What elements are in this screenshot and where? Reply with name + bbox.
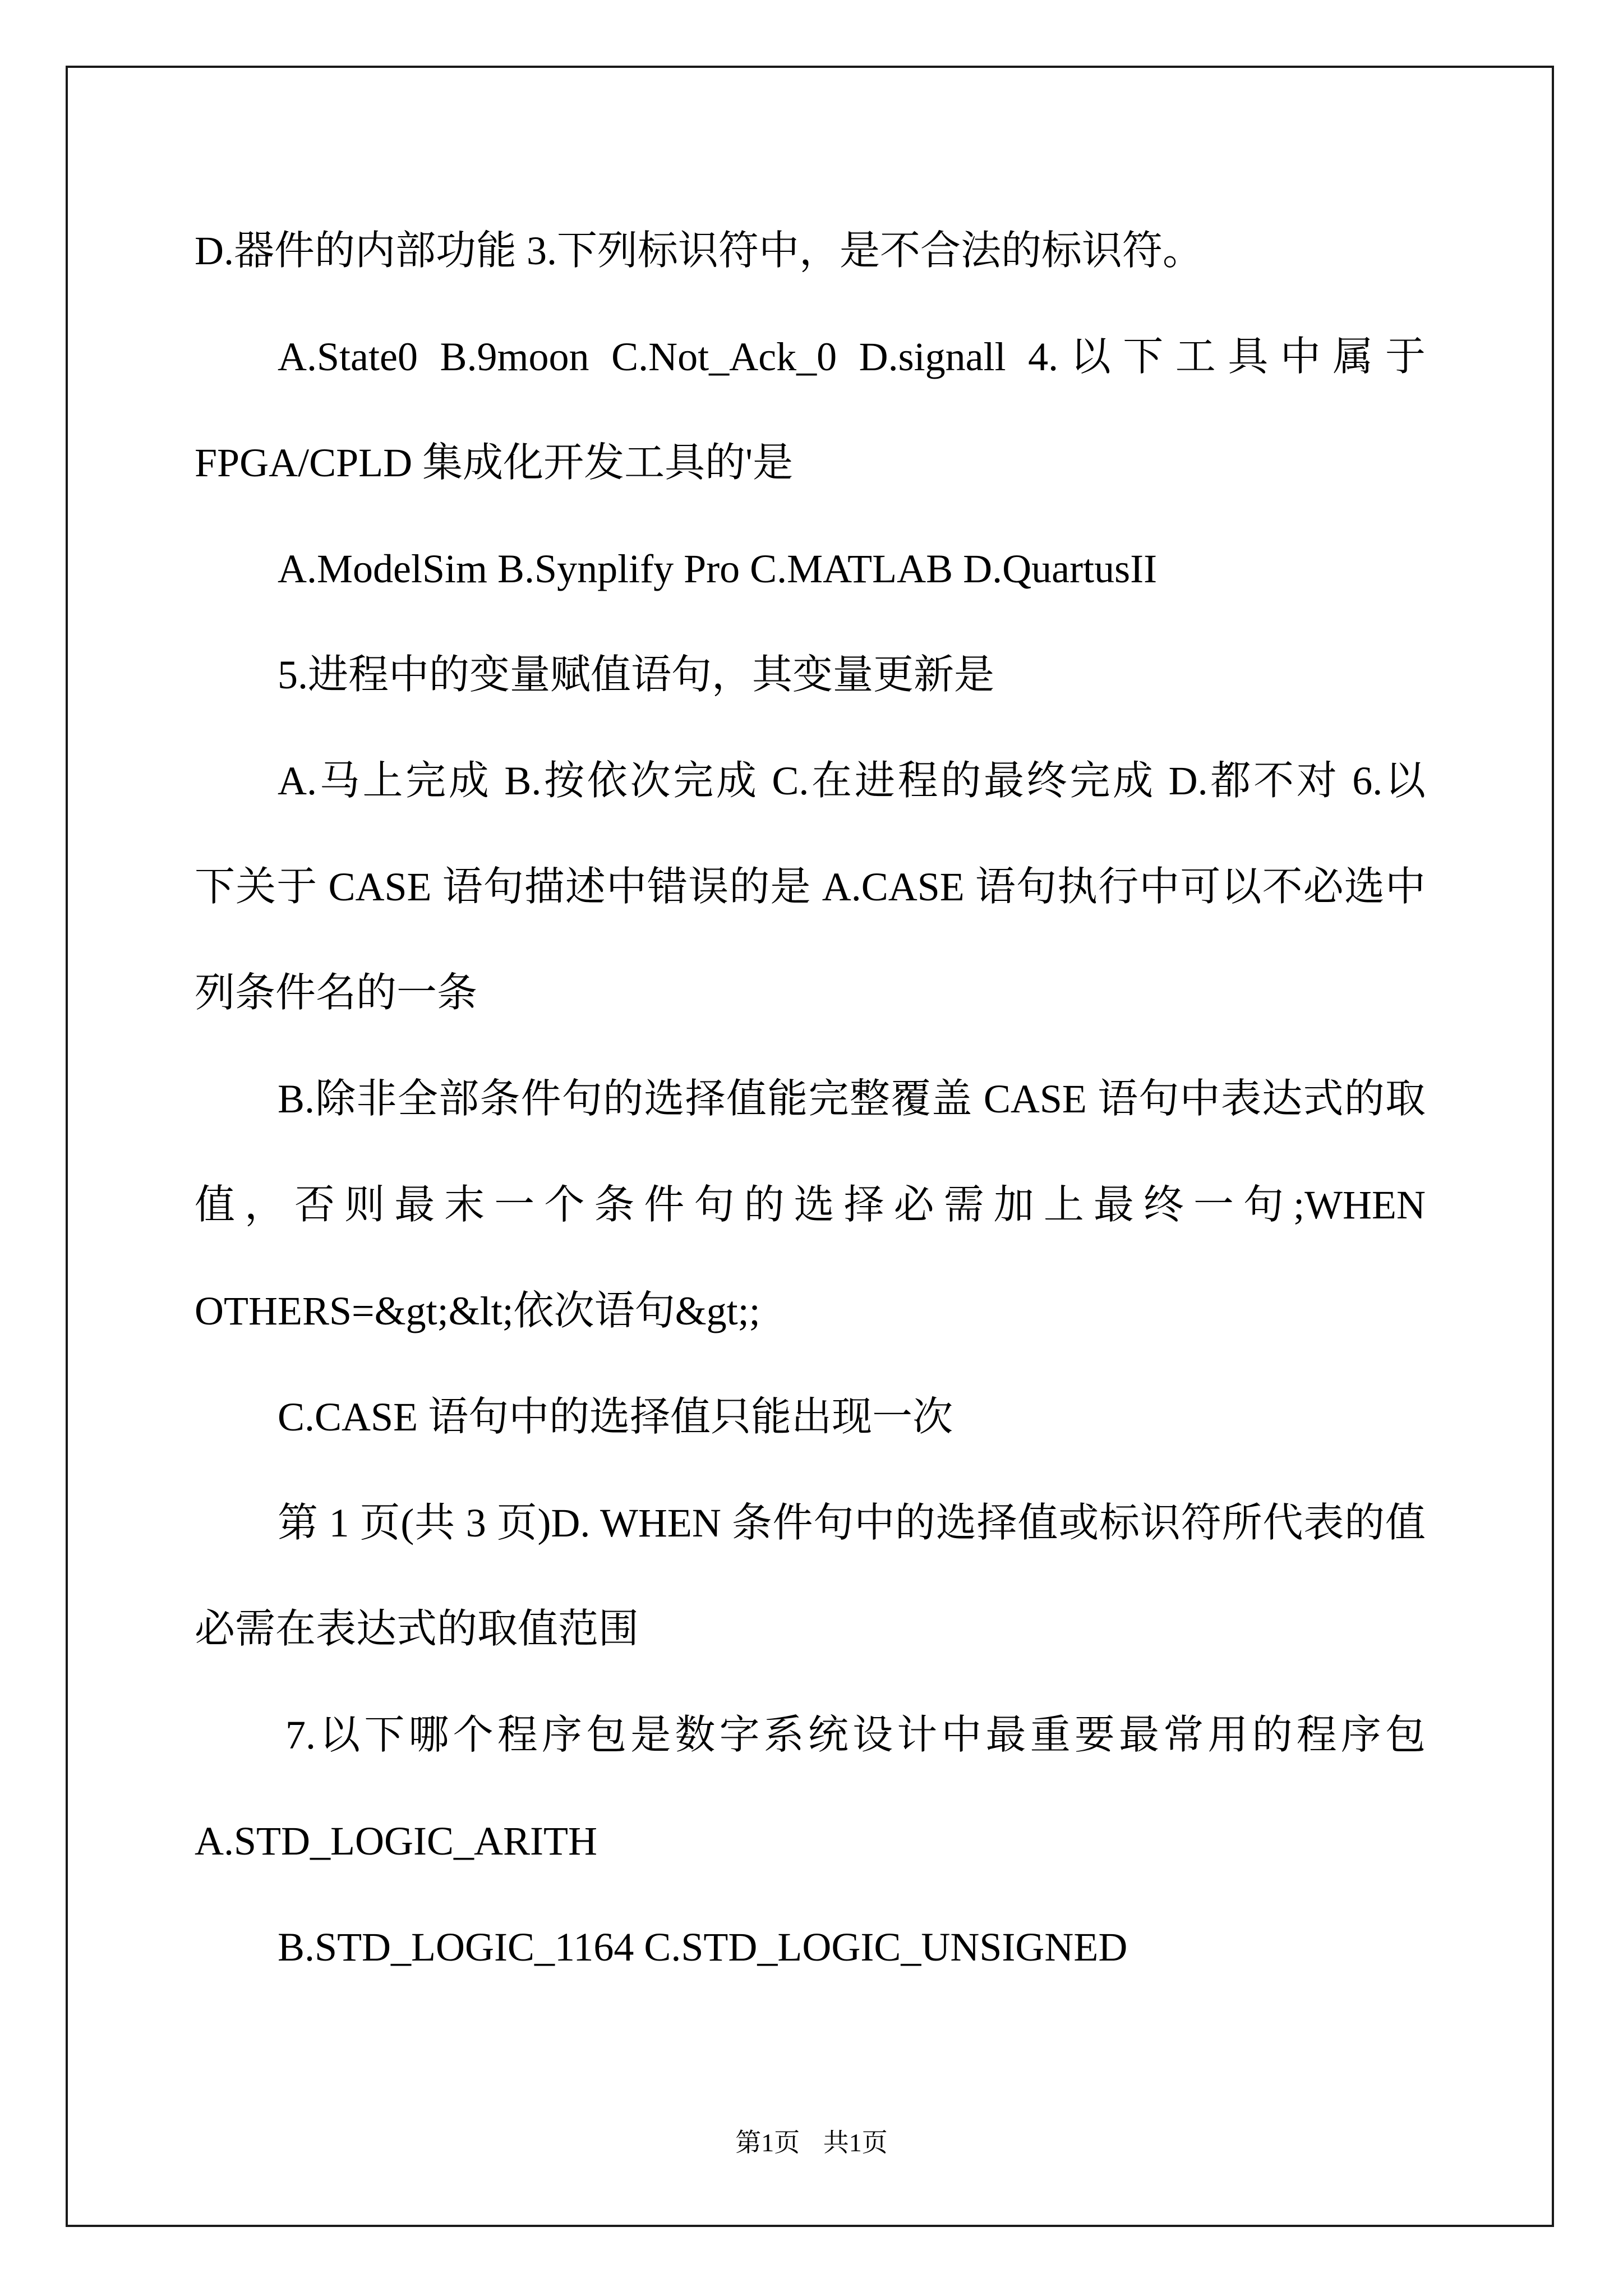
text-line: C.CASE 语句中的选择值只能出现一次 [278, 1395, 953, 1439]
text-line: D.器件的内部功能 3.下列标识符中，是不合法的标识符。 [195, 228, 1203, 273]
text-line: 必需在表达式的取值范围 [195, 1607, 639, 1651]
text-line: A.马上完成 B.按依次完成 C.在进程的最终完成 D.都不对 6.以 [278, 758, 1426, 803]
text-line: 第 1 页(共 3 页)D. WHEN 条件句中的选择值或标识符所代表的值 [278, 1501, 1426, 1545]
document-body [195, 198, 1426, 2000]
text-line: B.除非全部条件句的选择值能完整覆盖 CASE 语句中表达式的取 [278, 1076, 1426, 1121]
page-footer: 第1页 共1页 [735, 2128, 888, 2157]
text-line: OTHERS=&gt;&lt;依次语句&gt;; [195, 1289, 760, 1333]
text-line: A.STD_LOGIC_ARITH [195, 1819, 597, 1864]
text-line: 5.进程中的变量赋值语句，其变量更新是 [278, 652, 995, 697]
text-line: A.ModelSim B.Synplify Pro C.MATLAB D.QuartusII [278, 546, 1158, 591]
text-line: A.State0 B.9moon C.Not_Ack_0 D.signall 4.以下工具中属于 [278, 334, 1426, 379]
text-line: 列条件名的一条 [195, 970, 478, 1015]
text-line: 7.以下哪个程序包是数字系统设计中最重要最常用的程序包 [285, 1713, 1426, 1757]
text-line: B.STD_LOGIC_1164 C.STD_LOGIC_UNSIGNED [278, 1925, 1128, 1970]
text-line: 下关于 CASE 语句描述中错误的是 A.CASE 语句执行中可以不必选中 [195, 864, 1426, 909]
text-line: FPGA/CPLD 集成化开发工具的'是 [195, 440, 794, 485]
text-line: 值，否则最末一个条件句的选择必需加上最终一句;WHEN [195, 1182, 1426, 1227]
